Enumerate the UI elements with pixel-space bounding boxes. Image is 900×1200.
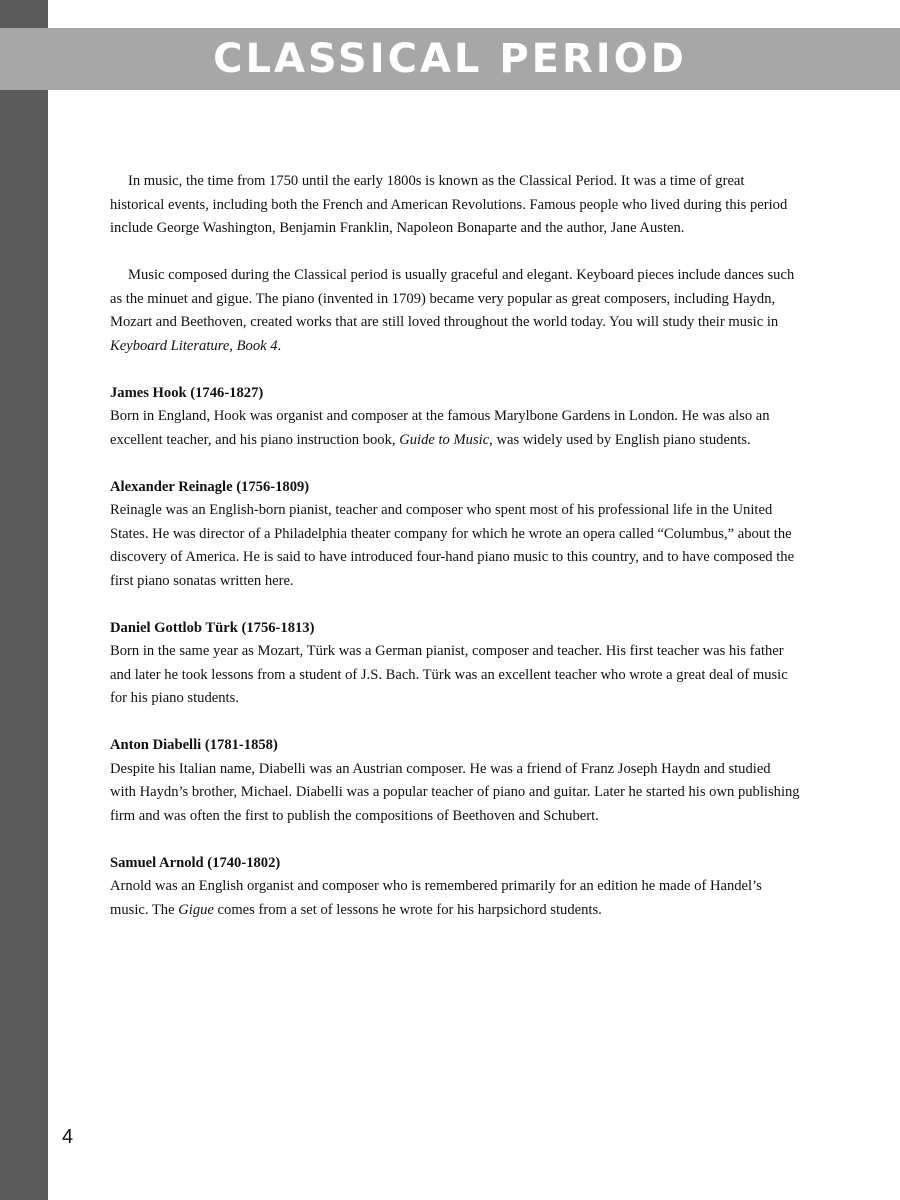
bio-text: Born in England, Hook was organist and composer at the famous Marylbone Gardens in London. He was also an excellent teacher, and his piano instruction book, [110,408,770,448]
composer-heading: Anton Diabelli (1781-1858) [110,737,278,753]
bio-text: comes from a set of lessons he wrote for his harpsichord students. [213,901,602,918]
book-title: Keyboard Literature, Book 4 [110,337,278,354]
composer-heading: Samuel Arnold (1740-1802) [110,854,281,871]
bio-text: Despite his Italian name, Diabelli was an Austrian composer. He was a friend of Franz Joseph Haydn and studied with Haydn’s brother, Michael. Diabelli was a popular teacher of piano and guitar. Later he started his own publishing firm and was often the first to publish the compositions of Beethoven and Schubert. [110,760,800,824]
book-title: Guide to Music [399,431,490,448]
intro-text: Music composed during the Classical period is usually graceful and elegant. Keyboard pieces include dances such as the minuet and gigue. The piano (invented in 1709) became very popular as great composers, including Haydn, Mozart and Beethoven, created works that are still loved throughout the world today. You will study their music in [110,267,795,330]
composer-bio [110,875,800,922]
composer-section-diabelli [110,734,800,828]
bio-text: Reinagle was an English-born pianist, teacher and composer who spent most of his professional life in the United States. He was director of a Philadelphia theater company for which he wrote an opera called “Columbus,” about the discovery of America. He is said to have introduced four-hand piano music to this country, and to have composed the first piano sonatas written here. [110,502,795,589]
composer-section-arnold [110,852,800,923]
composer-section-hook [110,382,800,453]
composer-bio [110,758,800,829]
composer-bio [110,405,800,452]
left-margin-bar [0,0,48,1200]
bio-text: Born in the same year as Mozart, Türk was a German pianist, composer and teacher. His first teacher was his father and later he took lessons from a student of J.S. Bach. Türk was an excellent teacher who wrote a great deal of music for his piano students. [110,643,788,706]
page-number: 4 [62,1126,74,1148]
bio-text: Arnold was an English organist and composer who is remembered primarily for an edition he made of Handel’s music. The [110,878,762,918]
header-band [0,28,900,90]
intro-text: In music, the time from 1750 until the early 1800s is known as the Classical Period. It was a time of great historical events, including both the French and American Revolutions. Famous people who lived during this period include George Washington, Benjamin Franklin, Napoleon Bonaparte and the author, Jane Austen. [110,173,788,236]
intro-paragraph [110,264,800,358]
composer-heading: Daniel Gottlob Türk (1756-1813) [110,619,315,636]
composer-bio [110,499,800,593]
composer-heading: James Hook (1746-1827) [110,384,264,401]
composer-heading: Alexander Reinagle (1756-1809) [110,478,310,495]
intro-paragraph [110,170,800,241]
intro-text: . [277,337,282,354]
page-title: CLASSICAL PERIOD [213,36,687,82]
composer-section-reinagle [110,476,800,594]
page-content [110,170,800,946]
bio-text: , was widely used by English piano students. [489,431,751,448]
composer-section-turk [110,617,800,711]
piece-title: Gigue [178,901,214,918]
composer-bio [110,640,800,711]
